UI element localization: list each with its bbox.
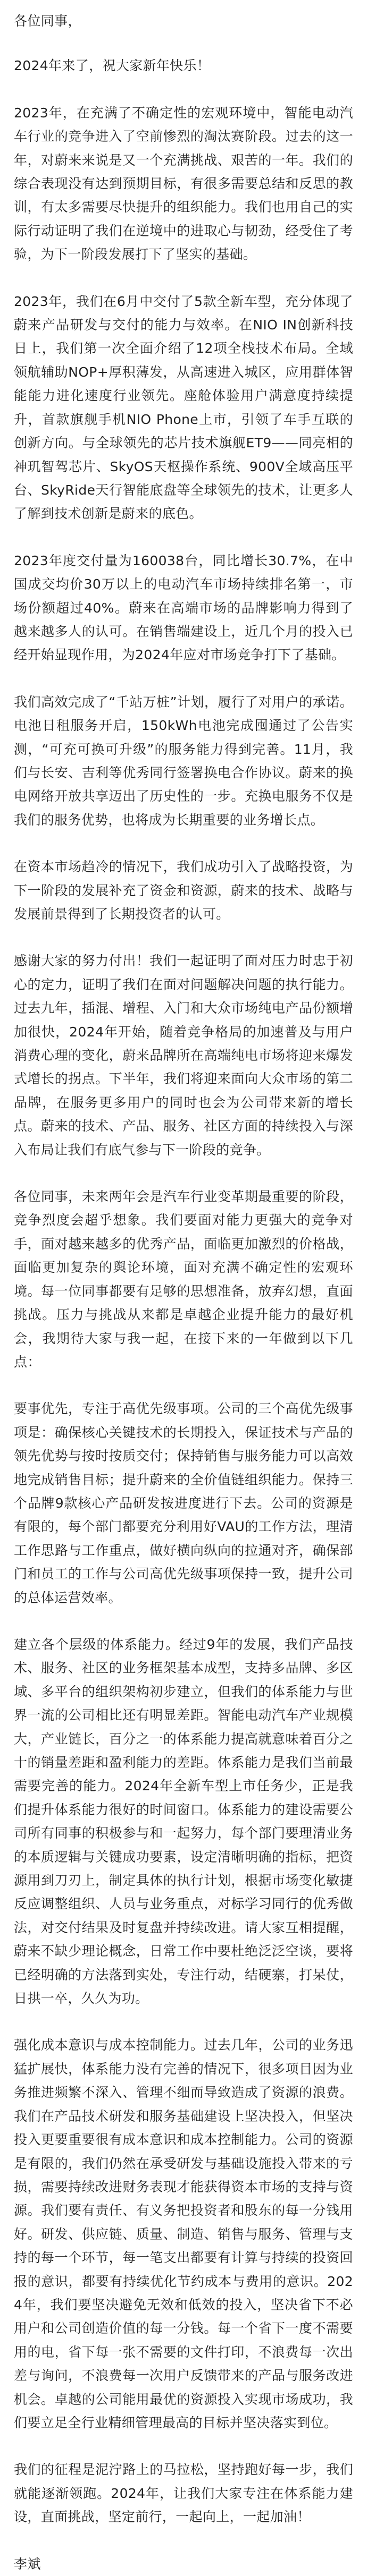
letter-paragraph: 强化成本意识与成本控制能力。过去几年，公司的业务迅猛扩展快，体系能力没有完善的情况下，很多项目因为业务推进频繁不深入、管理不细而导致造成了资源的浪费。我们在产品技术研发和服务基础建设上坚决投入，但坚决投入更要重要很有成本意识和成本控制能力。公司的资源是有限的，我们仍然在承受研发与基础设施投入带来的亏损，需要持续改进财务表现才能获得资本市场的支持与资源。我们要有责任、有义务把投资者和股东的每一分钱用好。研发、供应链、质量、制造、销售与服务、管理与支持的每一个环节，每一笔支出都要有计算与持续的投资回报的意识，都要有持续优化节约成本与费用的意识。2024年，我们要坚决避免无效和低效的投入，坚决省下不必用户和公司创造价值的每一分钱。每一个省下一度不需要用的电，省下每一张不需要的文件打印，不浪费每一次出差与询问，不浪费每一次用户反馈带来的产品与服务改进机会。卓越的公司能用最优的资源投入实现市场成功，我们要立足全行业精细管理最高的目标并坚决落实到位。 <box>14 2037 353 2430</box>
letter-paragraph: 2023年度交付量为160038台，同比增长30.7%，在中国成交均价30万以上的电动汽车市场持续排名第一，市场份额超过40%。蔚来在高端市场的品牌影响力得到了越来越多人的认可。在销售端建设上，近几个月的投入已经开始显现作用，为2024年应对市场竞争打下了基础。 <box>14 552 353 663</box>
letter-paragraph: 2023年，在充满了不确定性的宏观环境中，智能电动汽车行业的竞争进入了空前惨烈的淘汰赛阶段。过去的这一年，对蔚来来说是又一个充满挑战、艰苦的一年。我们的综合表现没有达到预期目标，有很多需要总结和反思的教训，有太多需要尽快提升的组织能力。我们也用自己的实际行动证明了我们在逆境中的进取心与韧劲，经受住了考验，为下一阶段发展打下了坚实的基础。 <box>14 105 353 262</box>
letter-paragraph: 2023年，我们在6月中交付了5款全新车型，充分体现了蔚来产品研发与交付的能力与效率。在NIO IN创新科技日上，我们第一次全面介绍了12项全栈技术布局。全域领航辅助NOP+厚积薄发，从高速进入城区，应用群体智能能力进化速度行业领先。座舱体验用户满意度持续提升，首款旗舰手机NIO Phone上市，引领了车手互联的创新方向。与全球领先的芯片技术旗舰ET9——同亮相的神玑智驾芯片、SkyOS天枢操作系统、900V全域高压平台、SkyRide天行智能底盘等全球领先的技术，让更多人了解到技术创新是蔚来的底色。 <box>14 293 353 522</box>
letter-paragraph: 我们的征程是泥泞路上的马拉松，坚持跑好每一步，我们就能逐渐领跑。2024年，让我们大家专注在体系能力建设，直面挑战，坚定前行，一起向上，一起加油！ <box>14 2462 353 2525</box>
letter-paragraph: 我们高效完成了“千站万桩”计划，履行了对用户的承诺。电池日租服务开启，150kWh电池完成囤通过了公告实测，“可充可换可升级”的服务能力得到完善。11月，我们与长安、吉利等优秀同行签署换电合作协议。蔚来的换电网络开放共享迈出了历史性的一步。充换电服务不仅是我们的服务优势，也将成为长期重要的业务增长点。 <box>14 694 353 828</box>
letter-paragraph: 各位同事，未来两年会是汽车行业变革期最重要的阶段，竞争烈度会超乎想象。我们要面对能力更强大的竞争对手，面对越来越多的优秀产品，面临更加激烈的价格战，面临更加复杂的舆论环境，面对充满不确定性的宏观环境。每一位同事都要有足够的思想准备，放弃幻想，直面挑战。压力与挑战从来都是卓越企业提升能力的最好机会，我期待大家与我一起，在接下来的一年做到以下几点： <box>14 1189 353 1370</box>
letter-greeting: 各位同事， <box>14 13 81 29</box>
letter-paragraph: 2024年来了，祝大家新年快乐！ <box>14 58 211 74</box>
letter-signature: 李斌 <box>14 2556 41 2572</box>
letter-paragraph: 建立各个层级的体系能力。经过9年的发展，我们产品技术、服务、社区的业务框架基本成型，支持多品牌、多区域、多平台的组织架构初步建立，但我们的体系能力与世界一流的公司相比还有明显差距。智能电动汽车产业规模大，产业链长，百分之一的体系能力提高就意味着百分之十的销量差距和盈利能力的差距。体系能力是我们当前最需要完善的能力。2024年全新车型上市任务少，正是我们提升体系能力很好的时间窗口。体系能力的建设需要公司所有同事的积极参与和一起努力，每个部门要理清业务的本质逻辑与关键成功要素，设定清晰明确的指标，把资源用到刀刃上，制定具体的执行计划，根据市场变化敏捷反应调整组织、人员与业务重点，对标学习同行的优秀做法，对交付结果及时复盘并持续改进。请大家互相提醒，蔚来不缺少理论概念，日常工作中要杜绝泛泛空谈，要将已经明确的方法落到实处，专注行动，结硬寨，打呆仗，日拱一卒，久久为功。 <box>14 1636 353 2007</box>
letter-paragraph: 感谢大家的努力付出！我们一起证明了面对压力时忠于初心的定力，证明了我们在面对问题解决问题的执行能力。过去九年，插混、增程、入门和大众市场纯电产品份额增加很快，2024年开始，随着竞争格局的加速普及与用户消费心理的变化，蔚来品牌所在高端纯电市场将迎来爆发式增长的拐点。下半年，我们将迎来面向大众市场的第二品牌，在服务更多用户的同时也会为公司带来新的增长点。蔚来的技术、产品、服务、社区方面的持续投入与深入布局让我们有底气参与下一阶段的竞争。 <box>14 953 353 1158</box>
letter-paragraph: 在资本市场趋冷的情况下，我们成功引入了战略投资，为下一阶段的发展补充了资金和资源，蔚来的技术、战略与发展前景得到了长期投资者的认可。 <box>14 859 353 922</box>
letter-paragraph: 要事优先，专注于高优先级事项。公司的三个高优先级事项是：确保核心关键技术的长期投入，保证技术与产品的领先优势与按时按质交付；保持销售与服务能力可以高效地完成销售目标；提升蔚来的全价值链组织能力。保持三个品牌9款核心产品研发按进度进行下去。公司的资源是有限的，每个部门都要充分利用好VAU的工作方法，理清工作思路与工作重点，做好横向纵向的拉通对齐，确保部门和员工的工作与公司高优先级事项保持一致，提升公司的总体运营效率。 <box>14 1401 353 1605</box>
